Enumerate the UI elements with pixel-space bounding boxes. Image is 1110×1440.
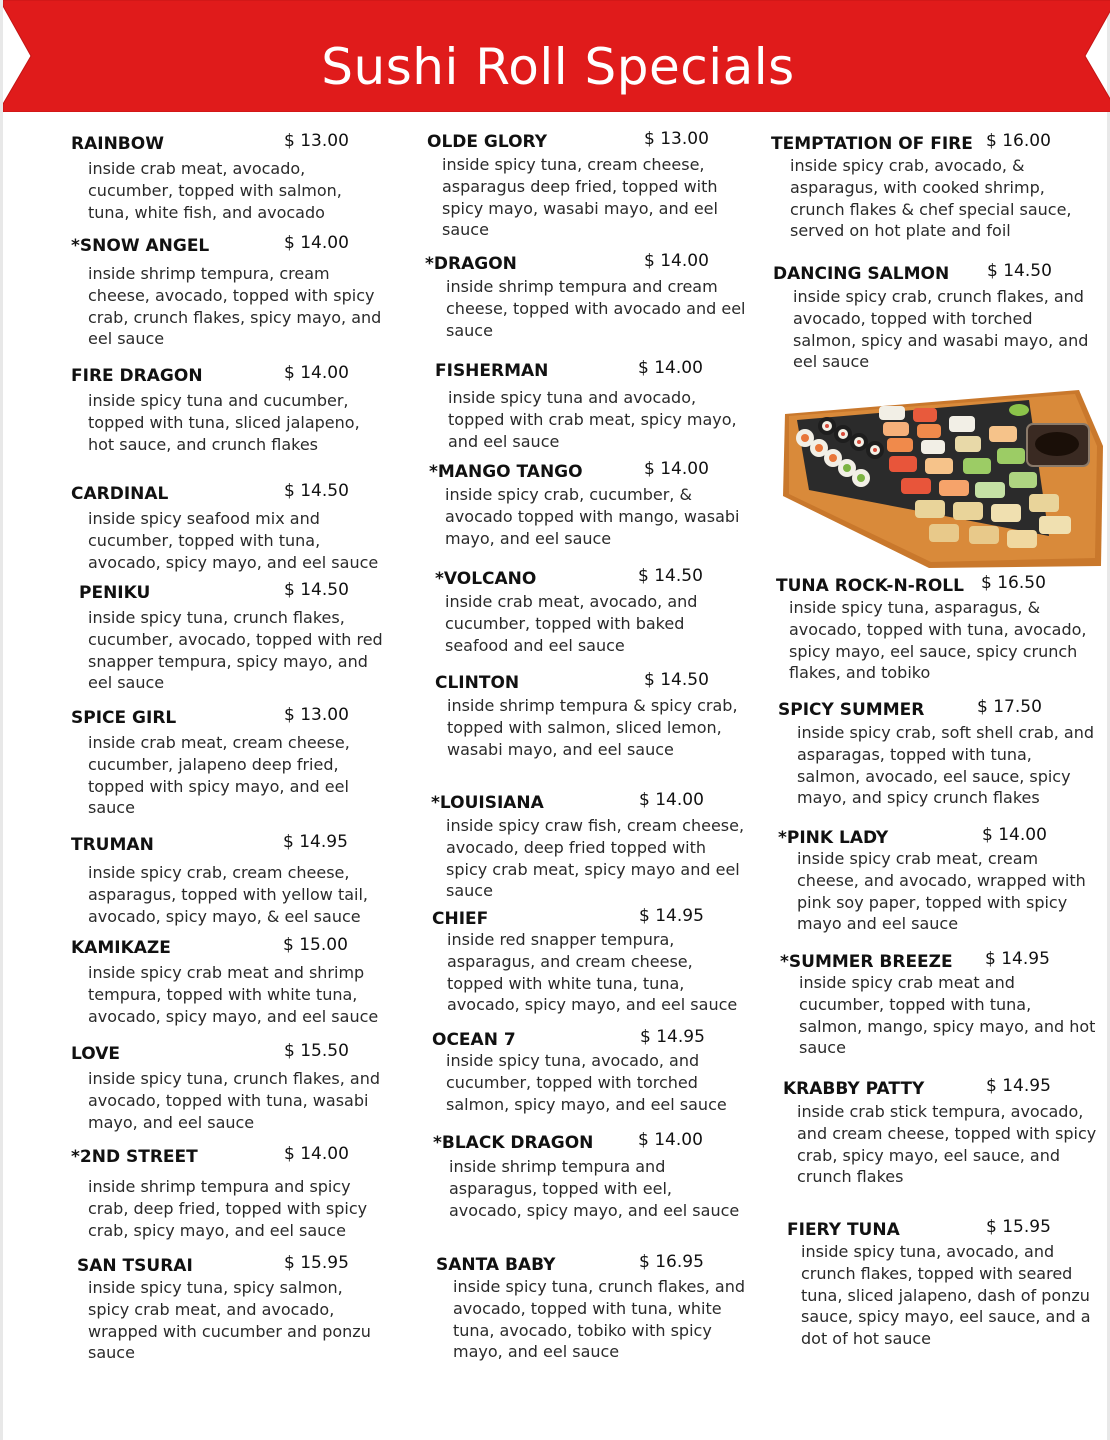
item-name: *2ND STREET [71, 1147, 198, 1167]
item-name: *BLACK DRAGON [433, 1133, 594, 1153]
menu-item [425, 670, 755, 760]
menu-item [425, 358, 755, 452]
menu-item [769, 261, 1099, 373]
menu-item [71, 705, 401, 819]
item-name: DANCING SALMON [773, 264, 950, 284]
item-price: $ 14.95 [283, 832, 348, 852]
menu-item [71, 233, 401, 350]
item-description: inside spicy tuna, avocado, and cucumber, topped with torched salmon, spicy mayo, and eel sauce [446, 1051, 727, 1114]
item-name: CHIEF [432, 909, 489, 929]
item-price: $ 17.50 [977, 697, 1042, 717]
item-description: inside spicy craw fish, cream cheese, avocado, deep fried topped with spicy crab meat, spicy mayo and eel sauce [446, 816, 745, 901]
item-description: inside spicy crab, cucumber, & avocado topped with mango, wasabi mayo, and eel sauce [445, 485, 740, 548]
menu-item [769, 949, 1099, 1059]
menu-item [71, 1041, 401, 1133]
item-name: RAINBOW [71, 134, 164, 154]
menu-item [425, 1027, 755, 1115]
item-description: inside spicy seafood mix and cucumber, topped with tuna, avocado, spicy mayo, and eel sauce [88, 509, 379, 572]
item-description: inside spicy crab, avocado, & asparagus, with cooked shrimp, crunch flakes & chef special sauce, served on hot plate and foil [790, 156, 1072, 241]
item-description: inside spicy tuna and avocado, topped with crab meat, spicy mayo, and eel sauce [448, 388, 737, 451]
item-price: $ 14.95 [986, 1076, 1051, 1096]
menu-item [71, 481, 401, 573]
menu-item [71, 580, 401, 694]
item-description: inside spicy crab, cream cheese, asparagus, topped with yellow tail, avocado, spicy mayo, & eel sauce [88, 863, 368, 926]
item-name: FIERY TUNA [787, 1220, 900, 1240]
menu-item [425, 251, 755, 341]
item-name: *VOLCANO [435, 569, 537, 589]
menu-item [425, 459, 755, 549]
menu-item [71, 832, 401, 927]
item-description: inside shrimp tempura and spicy crab, deep fried, topped with spicy crab, spicy mayo, and eel sauce [88, 1177, 368, 1240]
item-name: TEMPTATION OF FIRE [771, 134, 973, 154]
item-name: SPICE GIRL [71, 708, 177, 728]
item-name: OLDE GLORY [427, 132, 548, 152]
item-name: SPICY SUMMER [778, 700, 925, 720]
item-name: TRUMAN [71, 835, 154, 855]
item-description: inside shrimp tempura and cream cheese, topped with avocado and eel sauce [446, 277, 746, 340]
item-price: $ 14.95 [639, 906, 704, 926]
item-description: inside spicy crab meat, cream cheese, and avocado, wrapped with pink soy paper, topped with spicy mayo and eel sauce [797, 849, 1086, 934]
item-price: $ 16.00 [986, 131, 1051, 151]
item-price: $ 14.50 [644, 670, 709, 690]
item-name: TUNA ROCK-N-ROLL [776, 576, 964, 596]
item-name: FISHERMAN [435, 361, 549, 381]
item-description: inside shrimp tempura & spicy crab, topped with salmon, sliced lemon, wasabi mayo, and eel sauce [447, 696, 738, 759]
item-description: inside spicy tuna, cream cheese, asparagus deep fried, topped with spicy mayo, wasabi mayo, and eel sauce [442, 155, 718, 240]
menu-item [71, 1253, 401, 1364]
item-name: *PINK LADY [778, 828, 889, 848]
item-price: $ 14.00 [284, 233, 349, 253]
item-name: LOVE [71, 1044, 120, 1064]
item-price: $ 13.00 [284, 131, 349, 151]
item-description: inside crab meat, avocado, and cucumber, topped with baked seafood and eel sauce [445, 592, 698, 655]
item-description: inside spicy crab meat and cucumber, topped with tuna, salmon, mango, spicy mayo, and hot sauce [799, 973, 1096, 1058]
menu-item [769, 573, 1099, 684]
item-name: *SNOW ANGEL [71, 236, 210, 256]
menu-item [425, 790, 755, 902]
item-description: inside spicy crab, soft shell crab, and asparagas, topped with tuna, salmon, avocado, eel sauce, spicy mayo, and spicy crunch flakes [797, 723, 1094, 808]
item-description: inside shrimp tempura, cream cheese, avocado, topped with spicy crab, crunch flakes, spicy mayo, and eel sauce [88, 264, 382, 349]
item-price: $ 14.50 [987, 261, 1052, 281]
item-name: SAN TSURAI [77, 1256, 193, 1276]
item-name: SANTA BABY [436, 1255, 556, 1275]
item-price: $ 14.50 [284, 481, 349, 501]
menu-item [71, 363, 401, 455]
item-name: KRABBY PATTY [783, 1079, 925, 1099]
menu-item [769, 825, 1099, 935]
item-description: inside crab meat, avocado, cucumber, topped with salmon, tuna, white fish, and avocado [88, 159, 342, 222]
menu-item [71, 1144, 401, 1241]
item-name: *LOUISIANA [431, 793, 544, 813]
item-name: *SUMMER BREEZE [780, 952, 953, 972]
item-name: CLINTON [435, 673, 520, 693]
item-price: $ 15.95 [284, 1253, 349, 1273]
item-description: inside spicy tuna, crunch flakes, and avocado, topped with tuna, white tuna, avocado, tobiko with spicy mayo, and eel sauce [453, 1277, 745, 1362]
item-description: inside spicy tuna, spicy salmon, spicy crab meat, and avocado, wrapped with cucumber and ponzu sauce [88, 1278, 371, 1363]
menu-item [425, 129, 755, 241]
item-description: inside spicy tuna, crunch flakes, cucumber, avocado, topped with red snapper tempura, spicy mayo, and eel sauce [88, 608, 383, 693]
sushi-platter-photo [779, 386, 1103, 568]
menu-item [425, 1252, 755, 1363]
item-price: $ 14.95 [640, 1027, 705, 1047]
item-description: inside spicy tuna and cucumber, topped with tuna, sliced jalapeno, hot sauce, and crunch flakes [88, 391, 360, 454]
menu-item [425, 566, 755, 656]
item-name: OCEAN 7 [432, 1030, 516, 1050]
item-description: inside spicy tuna, crunch flakes, and avocado, topped with tuna, wasabi mayo, and eel sauce [88, 1069, 380, 1132]
item-price: $ 14.00 [639, 790, 704, 810]
item-description: inside spicy tuna, asparagus, & avocado, topped with tuna, avocado, spicy mayo, eel sauce, spicy crunch flakes, and tobiko [789, 598, 1087, 683]
item-price: $ 14.50 [284, 580, 349, 600]
item-description: inside crab meat, cream cheese, cucumber, jalapeno deep fried, topped with spicy mayo, and eel sauce [88, 733, 350, 818]
menu-item [769, 1076, 1099, 1188]
menu-item [425, 1130, 755, 1221]
item-price: $ 15.50 [284, 1041, 349, 1061]
menu-item [71, 131, 401, 223]
item-description: inside red snapper tempura, asparagus, and cream cheese, topped with white tuna, tuna, avocado, spicy mayo, and eel sauce [447, 930, 738, 1015]
title-banner [3, 0, 1110, 112]
item-price: $ 14.95 [985, 949, 1050, 969]
item-name: FIRE DRAGON [71, 366, 203, 386]
item-price: $ 14.00 [284, 363, 349, 383]
item-price: $ 14.00 [644, 251, 709, 271]
item-price: $ 16.95 [639, 1252, 704, 1272]
item-price: $ 14.00 [644, 459, 709, 479]
item-description: inside shrimp tempura and asparagus, topped with eel, avocado, spicy mayo, and eel sauce [449, 1157, 740, 1220]
item-price: $ 14.00 [638, 358, 703, 378]
menu-item [71, 935, 401, 1027]
item-name: PENIKU [79, 583, 151, 603]
item-price: $ 15.00 [283, 935, 348, 955]
item-description: inside crab stick tempura, avocado, and cream cheese, topped with spicy crab, spicy mayo, eel sauce, and crunch flakes [797, 1102, 1097, 1187]
item-description: inside spicy crab, crunch flakes, and avocado, topped with torched salmon, spicy and wasabi mayo, and eel sauce [793, 287, 1089, 372]
page-title: Sushi Roll Specials [321, 38, 795, 96]
item-price: $ 14.00 [638, 1130, 703, 1150]
item-price: $ 14.00 [982, 825, 1047, 845]
item-name: CARDINAL [71, 484, 169, 504]
menu-item [769, 131, 1099, 242]
item-price: $ 13.00 [644, 129, 709, 149]
item-name: *DRAGON [425, 254, 517, 274]
item-name: KAMIKAZE [71, 938, 171, 958]
item-price: $ 16.50 [981, 573, 1046, 593]
item-price: $ 14.50 [638, 566, 703, 586]
item-description: inside spicy crab meat and shrimp tempura, topped with white tuna, avocado, spicy mayo, and eel sauce [88, 963, 379, 1026]
item-description: inside spicy tuna, avocado, and crunch flakes, topped with seared tuna, sliced jalapeno, dash of ponzu sauce, spicy mayo, eel sauce, and a dot of hot sauce [801, 1242, 1091, 1349]
item-price: $ 14.00 [284, 1144, 349, 1164]
menu-item [769, 697, 1099, 809]
item-name: *MANGO TANGO [429, 462, 583, 482]
menu-item [425, 906, 755, 1016]
item-price: $ 15.95 [986, 1217, 1051, 1237]
item-price: $ 13.00 [284, 705, 349, 725]
menu-item [769, 1217, 1099, 1350]
